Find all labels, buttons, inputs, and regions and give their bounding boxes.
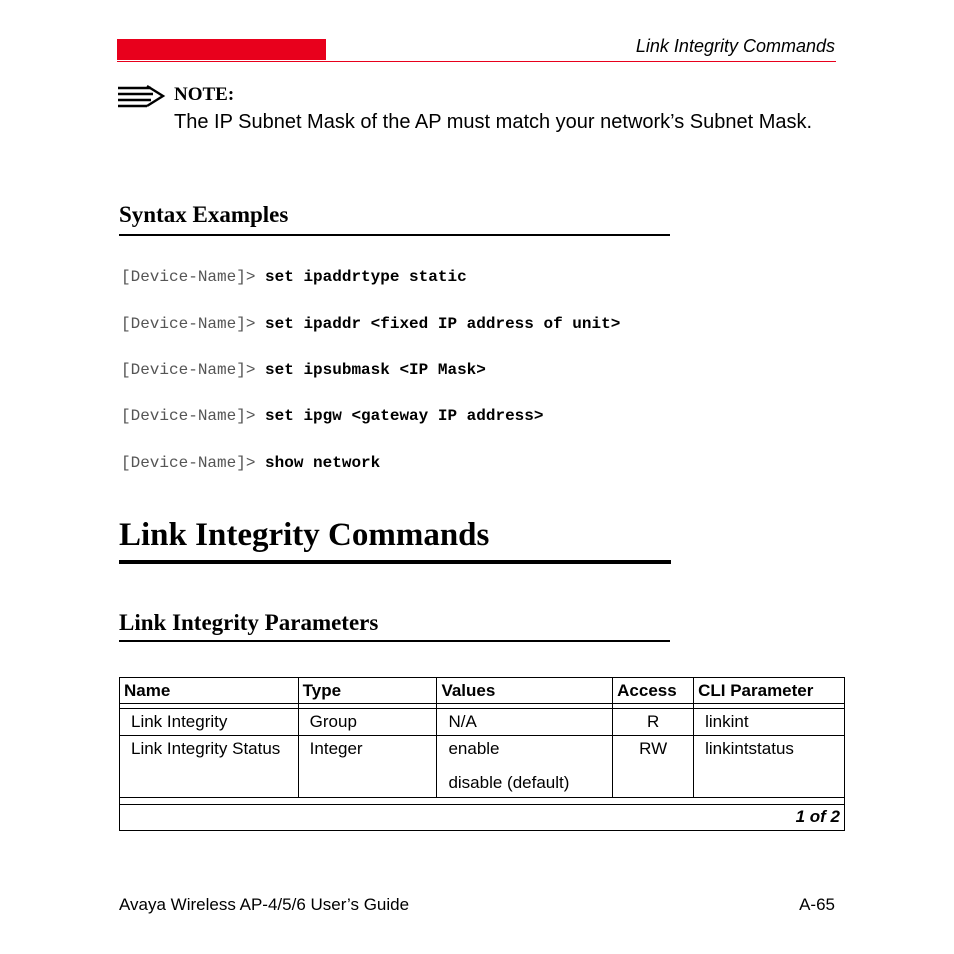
table-divider-row (120, 798, 845, 805)
table-row (120, 709, 845, 736)
cell-name: Link Integrity (120, 709, 299, 736)
parameters-table (119, 677, 845, 831)
code-command: set ipsubmask <IP Mask> (265, 361, 486, 379)
footer-page-number: A-65 (799, 895, 835, 914)
code-line (121, 407, 543, 425)
code-prompt: [Device-Name]> (121, 407, 266, 425)
header-rule (117, 61, 836, 62)
value-item: enable (448, 739, 500, 758)
code-line (121, 361, 486, 379)
column-header: Name (120, 678, 299, 704)
cell-name: Link Integrity Status (120, 736, 299, 798)
note-label: NOTE: (174, 84, 235, 105)
value-item: N/A (448, 712, 477, 731)
table-footer-row (120, 805, 845, 831)
footer-guide-title: Avaya Wireless AP-4/5/6 User’s Guide (119, 895, 410, 914)
cell-values (437, 709, 613, 736)
table-header-row (120, 678, 845, 704)
code-command: set ipaddr <fixed IP address of unit> (265, 315, 621, 333)
code-command: set ipgw <gateway IP address> (265, 407, 544, 425)
code-line (121, 315, 620, 333)
cell-type: Group (298, 709, 437, 736)
code-prompt: [Device-Name]> (121, 454, 266, 472)
note-text: The IP Subnet Mask of the AP must match your network’s Subnet Mask. (174, 111, 813, 133)
page-indicator: 1 of 2 (120, 805, 845, 831)
column-header: Type (298, 678, 437, 704)
code-prompt: [Device-Name]> (121, 268, 266, 286)
header-accent-bar (117, 39, 326, 60)
syntax-examples-heading: Syntax Examples (119, 202, 289, 227)
code-line (121, 454, 380, 472)
running-header-title: Link Integrity Commands (635, 36, 835, 56)
cell-values (437, 736, 613, 798)
column-header: Access (613, 678, 694, 704)
code-command: show network (265, 454, 381, 472)
syntax-heading-rule (119, 234, 670, 236)
cell-cli: linkintstatus (694, 736, 845, 798)
section-title-rule (119, 560, 671, 564)
section-title: Link Integrity Commands (119, 517, 490, 553)
code-prompt: [Device-Name]> (121, 361, 266, 379)
cell-cli: linkint (694, 709, 845, 736)
code-prompt: [Device-Name]> (121, 315, 266, 333)
cell-type: Integer (298, 736, 437, 798)
column-header: Values (437, 678, 613, 704)
code-command: set ipaddrtype static (265, 268, 467, 286)
value-item: disable (default) (448, 773, 570, 792)
column-header: CLI Parameter (694, 678, 845, 704)
table-row (120, 736, 845, 798)
parameters-heading: Link Integrity Parameters (119, 610, 379, 635)
parameters-heading-rule (119, 640, 670, 642)
code-line (121, 268, 467, 286)
cell-access: RW (613, 736, 694, 798)
cell-access: R (613, 709, 694, 736)
note-hand-icon (117, 82, 167, 110)
